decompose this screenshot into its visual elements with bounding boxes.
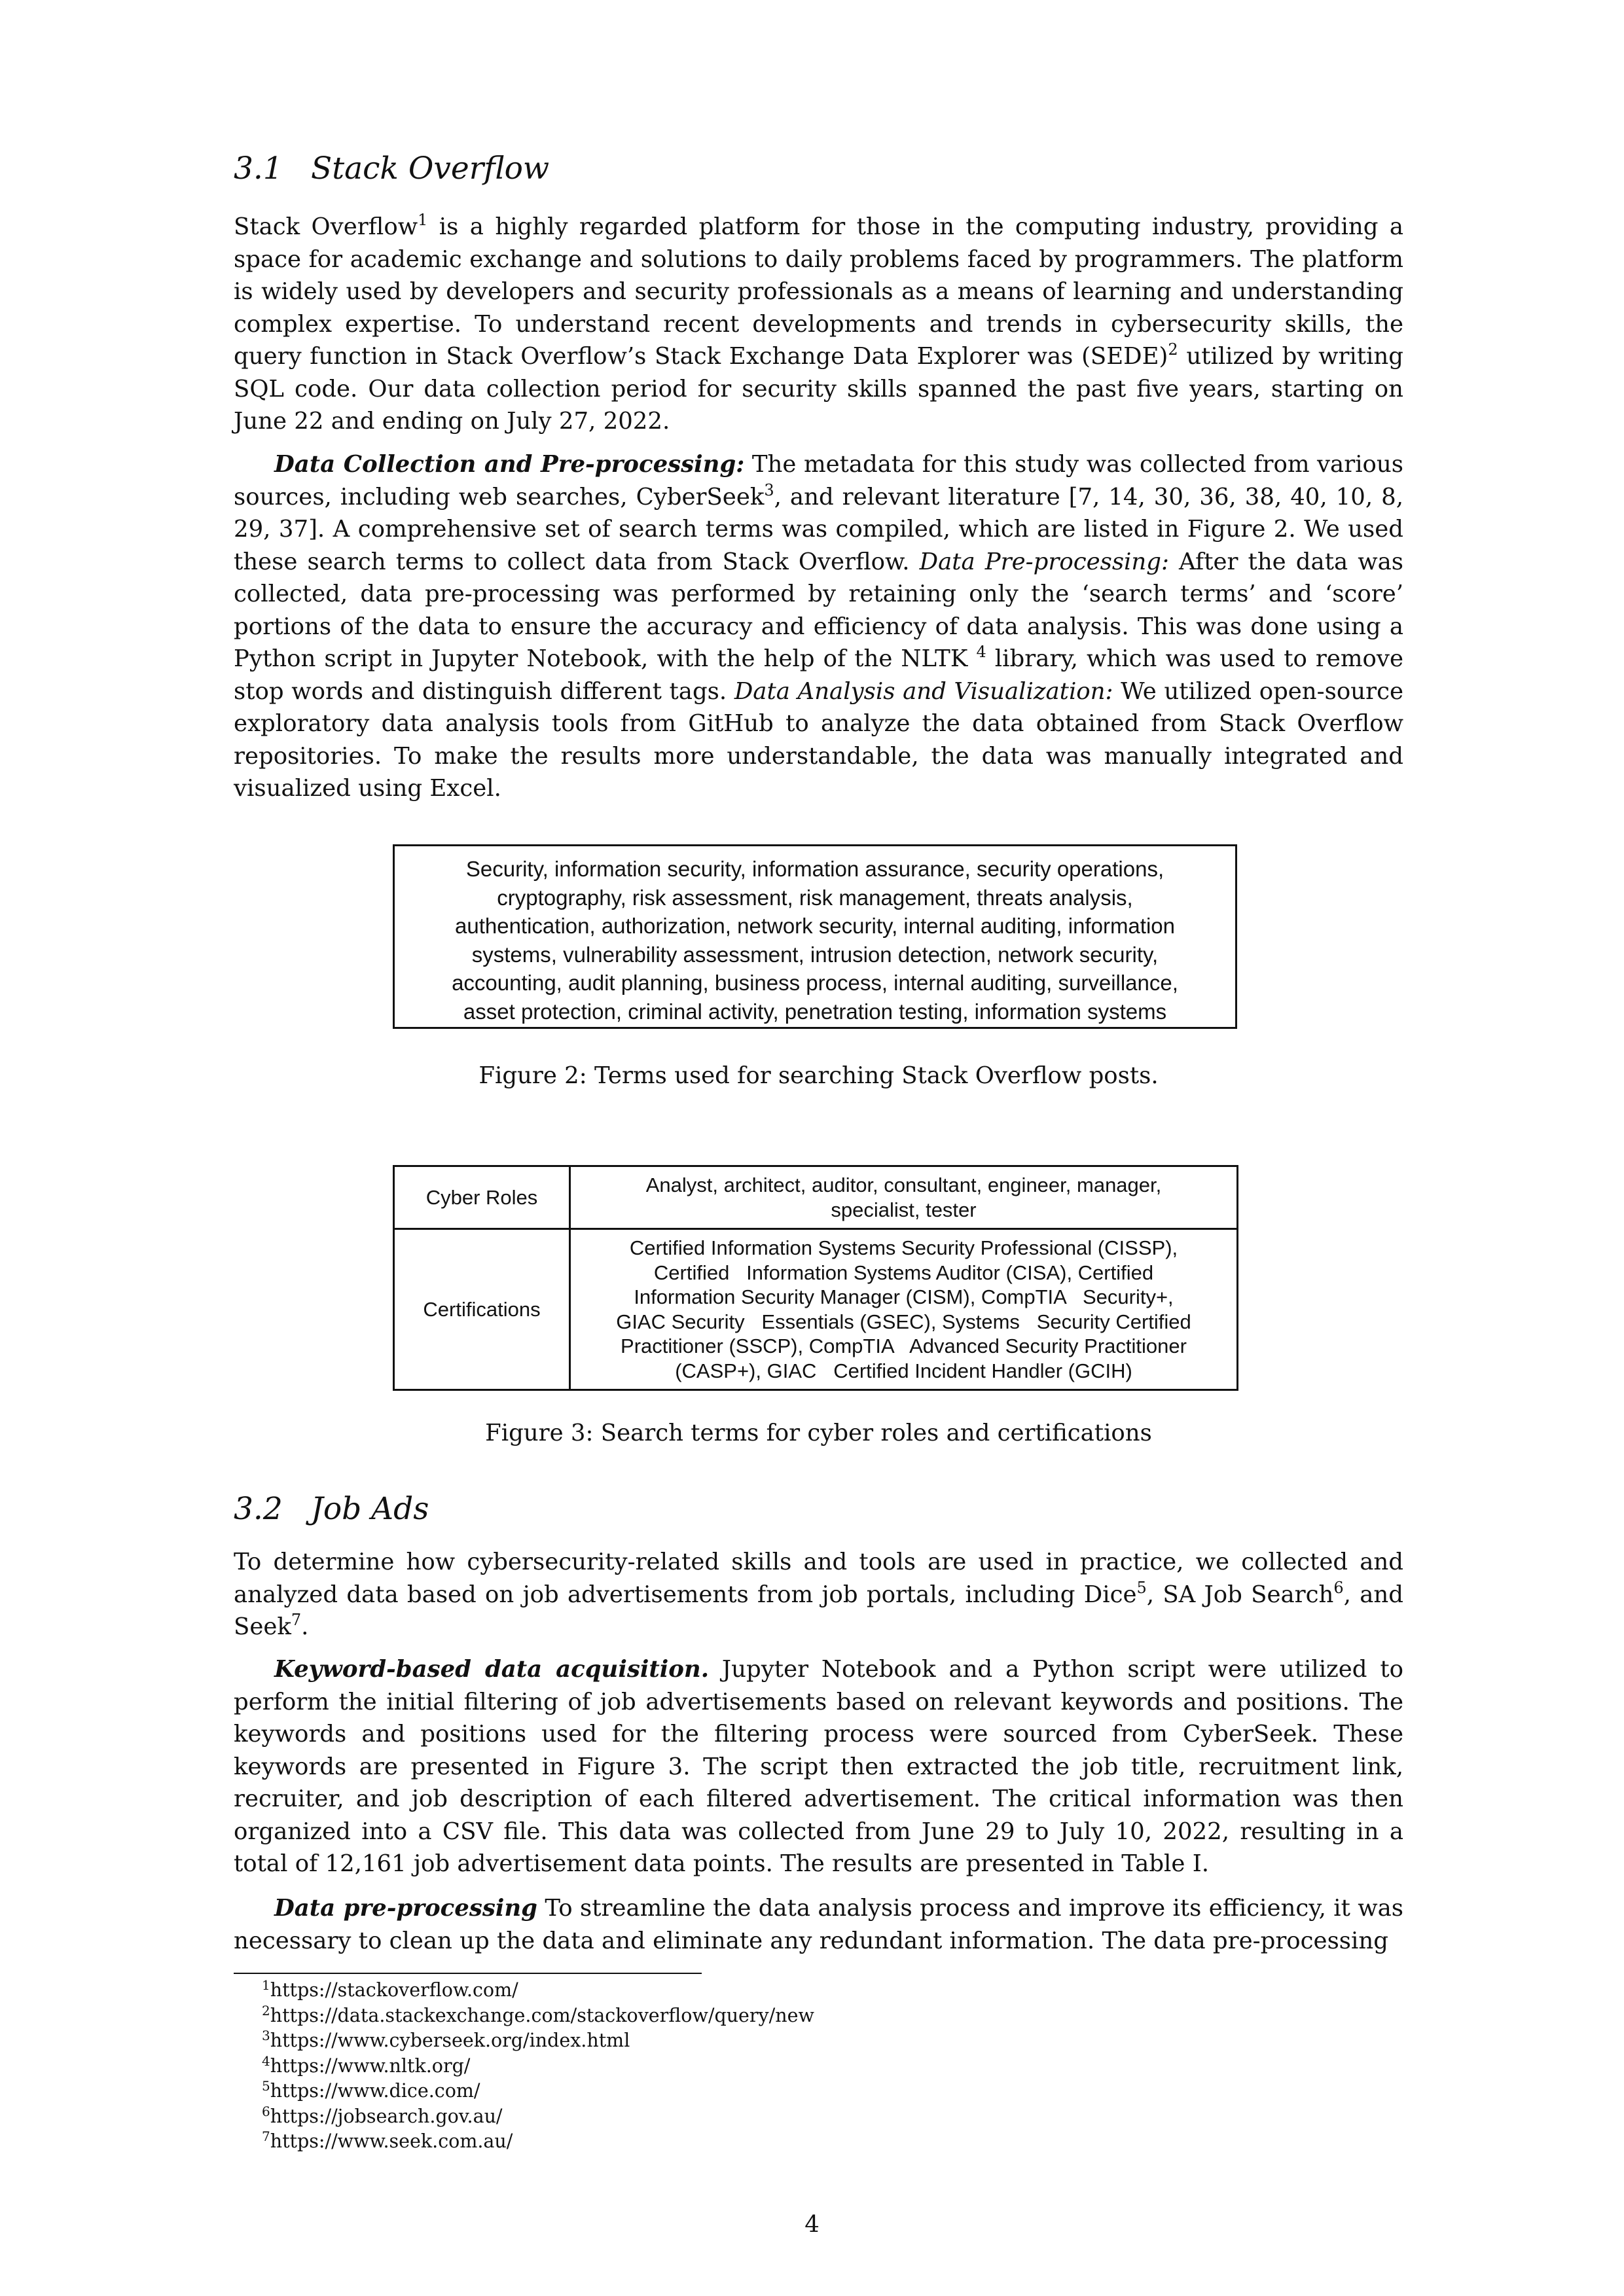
- inline-subheading: Data Analysis and Visualization:: [734, 677, 1113, 705]
- footnote-marker: 7: [291, 1611, 302, 1629]
- paragraph-job-ads-intro: [234, 1546, 1403, 1643]
- figure-2-line: authentication, authorization, network security, internal auditing, information: [454, 914, 1175, 938]
- cell-line: Analyst, architect, auditor, consultant, engineer, manager,: [645, 1174, 1162, 1196]
- cell-line: Certified Information Systems Security Professional (CISSP),: [629, 1236, 1178, 1259]
- figure-3-search-terms-table: [393, 1165, 1238, 1391]
- footnote-number: 7: [262, 2128, 270, 2144]
- text-run: After the data was collected, data pre-processing was performed by retaining only the ‘search terms’ and ‘score’ portions of the data to ensure the accuracy and efficiency of data analysis. This was done using a Python script in Jupyter Notebook, with the help of the NLTK: [234, 548, 1404, 672]
- footnote-item: [262, 2129, 814, 2155]
- paragraph-run-in-heading: Keyword-based data acquisition.: [274, 1656, 710, 1683]
- text-run: utilized by writing SQL code. Our data collection period for security skills spanned the past five years, starting on June 22 and ending on July 27, 2022.: [234, 343, 1403, 435]
- footnote-number: 4: [262, 2053, 270, 2069]
- footnote-marker: 3: [764, 480, 774, 499]
- cell-line: Practitioner (SSCP), CompTIA Advanced Security Practitioner: [621, 1335, 1187, 1357]
- paragraph-keyword-acquisition: [234, 1653, 1403, 1880]
- footnote-item: [262, 2054, 814, 2079]
- text-run: Stack Overflow: [234, 213, 418, 240]
- paragraph-data-collection: [234, 448, 1403, 805]
- footnote-marker: 1: [418, 211, 428, 229]
- footnote-item: [262, 2028, 814, 2054]
- footnote-separator: [234, 1973, 702, 1974]
- cell-line: Certified Information Systems Auditor (CISA), Certified: [653, 1261, 1154, 1284]
- text-run: Jupyter Notebook and a Python script were utilized to perform the initial filtering of job advertisements based on relevant keywords and positions. The keywords and positions used for the filtering process were sourced from CyberSeek. These keywords are presented in Figure 3. The script then extracted the job title, recruitment link, recruiter, and job description of each filtered advertisement. The critical information was then organized into a CSV file. This data was collected from June 29 to July 10, 2022, resulting in a total of 12,161 job advertisement data points. The results are presented in Table I.: [234, 1656, 1403, 1877]
- figure-2-line: Security, information security, information assurance, security operations,: [465, 857, 1164, 881]
- paragraph-data-preprocessing: [234, 1892, 1403, 1957]
- figure-2-caption: Figure 2: Terms used for searching Stack Overflow posts.: [478, 1062, 1159, 1089]
- paragraph-run-in-heading: Data Collection and Pre-processing:: [274, 451, 745, 478]
- text-run: , SA Job Search: [1146, 1581, 1334, 1608]
- cell-line: GIAC Security Essentials (GSEC), Systems Security Certified: [616, 1310, 1191, 1333]
- text-run: To streamline the data analysis process and improve its efficiency, it was necessary to clean up the data and eliminate any redundant information. The data pre-processing: [234, 1895, 1403, 1954]
- footnote-item: [262, 1978, 814, 2003]
- footnote-link[interactable]: https://stackoverflow.com/: [270, 1979, 518, 2001]
- text-run: .: [301, 1613, 309, 1640]
- page-number: 4: [804, 2211, 820, 2238]
- footnote-marker: 5: [1136, 1578, 1147, 1597]
- table-row-label: Cyber Roles: [394, 1166, 570, 1229]
- footnote-number: 3: [262, 2028, 270, 2043]
- footnote-link[interactable]: https://data.stackexchange.com/stackoverflow/query/new: [270, 2004, 814, 2026]
- footnote-item: [262, 2104, 814, 2130]
- footnote-item: [262, 2079, 814, 2104]
- figure-2-line: asset protection, criminal activity, penetration testing, information systems: [463, 999, 1167, 1024]
- footnote-number: 1: [262, 1977, 270, 1993]
- footnote-item: [262, 2003, 814, 2029]
- figure-3-caption: Figure 3: Search terms for cyber roles and certifications: [485, 1420, 1152, 1446]
- footnote-number: 5: [262, 2078, 270, 2094]
- text-run: We utilized open-source exploratory data analysis tools from GitHub to analyze the data obtained from Stack Overflow repositories. To make the results more understandable, the data was manually integrated and visualized using Excel.: [234, 677, 1403, 802]
- section-number: 3.2: [234, 1491, 283, 1527]
- section-title: Job Ads: [311, 1491, 429, 1527]
- footnote-link[interactable]: https://www.nltk.org/: [270, 2054, 471, 2077]
- section-heading-3-2: [234, 1491, 429, 1527]
- cell-line: Information Security Manager (CISM), CompTIA Security+,: [634, 1285, 1174, 1308]
- table-row-label: Certifications: [394, 1229, 570, 1390]
- cell-line: specialist, tester: [831, 1198, 977, 1221]
- text-run: library, which was used to remove stop words and distinguish different tags.: [234, 645, 1403, 705]
- section-number: 3.1: [234, 151, 283, 187]
- footnote-marker: 4: [976, 643, 986, 661]
- footnote-link[interactable]: https://www.dice.com/: [270, 2080, 480, 2102]
- section-title: Stack Overflow: [311, 151, 550, 187]
- footnote-link[interactable]: https://jobsearch.gov.au/: [270, 2105, 503, 2127]
- paragraph-stack-overflow-intro: [234, 211, 1403, 438]
- section-heading-3-1: [234, 151, 549, 187]
- inline-subheading: Data Pre-processing:: [919, 548, 1169, 575]
- paragraph-run-in-heading: Data pre-processing: [274, 1895, 537, 1922]
- text-run: The metadata for this study was collected from various sources, including web searches, CyberSeek: [234, 451, 1403, 511]
- footnote-link[interactable]: https://www.seek.com.au/: [270, 2130, 513, 2152]
- table-cell: [570, 1166, 1238, 1229]
- table-row: [394, 1229, 1238, 1390]
- table-cell: [570, 1229, 1238, 1390]
- footnote-link[interactable]: https://www.cyberseek.org/index.html: [270, 2030, 630, 2051]
- figure-2-search-terms-box: [393, 844, 1237, 1029]
- footnote-marker: 6: [1333, 1578, 1344, 1597]
- table-row: [394, 1166, 1238, 1229]
- text-run: , and Seek: [234, 1581, 1403, 1640]
- text-run: To determine how cybersecurity-related skills and tools are used in practice, we collected and analyzed data based on job advertisements from job portals, including Dice: [234, 1549, 1403, 1608]
- figure-2-line: accounting, audit planning, business process, internal auditing, surveillance,: [452, 971, 1178, 995]
- figure-2-line: cryptography, risk assessment, risk management, threats analysis,: [497, 885, 1133, 910]
- cell-line: (CASP+), GIAC Certified Incident Handler (GCIH): [675, 1359, 1132, 1382]
- footnote-number: 2: [262, 2002, 270, 2018]
- text-run: , and relevant literature [7, 14, 30, 36, 38, 40, 10, 8, 29, 37]. A comprehensive set of search terms was compiled, which are listed in Figure 2. We used these search terms to collect data from Stack Overflow.: [234, 483, 1403, 575]
- footnote-list: [262, 1978, 814, 2155]
- footnote-number: 6: [262, 2103, 270, 2119]
- footnote-marker: 2: [1168, 340, 1178, 359]
- text-run: is a highly regarded platform for those in the computing industry, providing a space for academic exchange and solutions to daily problems faced by programmers. The platform is widely used by developers and security professionals as a means of learning and understanding complex expertise. To understand recent developments and trends in cybersecurity skills, the query function in Stack Overflow’s Stack Exchange Data Explorer was (SEDE): [234, 213, 1403, 370]
- figure-2-line: systems, vulnerability assessment, intrusion detection, network security,: [471, 942, 1159, 967]
